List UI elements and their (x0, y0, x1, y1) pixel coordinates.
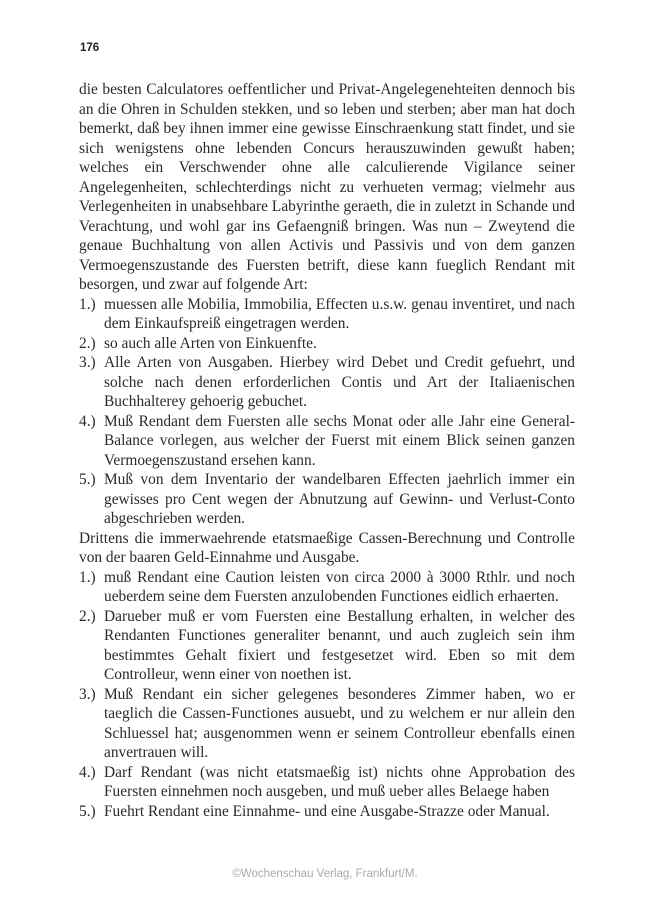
list-item (79, 295, 575, 334)
list-text: Darueber muß er vom Fuersten eine Bestallung erhalten, in welcher des Rendanten Functiones generaliter benannt, und auch zugleich sein ihm bestimmtes Gehalt fixiert und festgesetzet wird. Eben so mit dem Controlleur, wenn einer von noethen ist. (104, 607, 575, 683)
list-number: 5.) (79, 802, 96, 820)
list-item (79, 802, 575, 822)
list-text: Darf Rendant (was nicht etatsmaeßig ist) nichts ohne Approbation des Fuersten einnehmen noch ausgeben, und muß ueber alles Belaege haben (104, 763, 575, 800)
section-paragraph: Drittens die immerwaehrende etatsmaeßige Cassen-Berechnung und Controlle von der baaren Geld-Einnahme und Ausgabe. (79, 529, 575, 566)
list-number: 1.) (79, 295, 96, 313)
list-item (79, 470, 575, 529)
document-body (79, 80, 575, 821)
copyright-footer: ©Wochenschau Verlag, Frankfurt/M. (232, 868, 418, 880)
list-text: muß Rendant eine Caution leisten von circa 2000 à 3000 Rthlr. und noch ueberdem seine dem Fuersten anzulobenden Functiones eidlich erhaerten. (104, 568, 575, 605)
cash-list (79, 568, 575, 822)
list-text: Muß Rendant ein sicher gelegenes besonderes Zimmer haben, wo er taeglich die Cassen-Functiones ausuebt, und zu welchem er nur allein den Schluessel hat; ausgenommen wenn er seinem Controlleur ebenfalls einen anvertrauen will. (104, 685, 575, 761)
intro-paragraph: die besten Calculatores oeffentlicher und Privat-Angelegenehteiten dennoch bis an die Ohren in Schulden stekken, und so leben und sterben; aber man hat doch bemerkt, daß bey ihnen immer eine gewisse Einschraenkung statt findet, und sie sich wenigstens ohne lebenden Concurs herauszuwinden gewußt haben; welches ein Verschwender ohne alle calculierende Vigilance seiner Angelegenheiten, schlechterdings nicht zu verhueten vermag; vielmehr aus Verlegenheiten in unabsehbare Labyrinthe geraeth, die in zuletzt in Schande und Verachtung, und wohl gar ins Gefaengniß bringen. Was nun – Zweytend die genaue Buchhaltung von allen Activis und Passivis und von dem ganzen Vermoegenszustande des Fuersten betrift, diese kann fueglich Rendant mit besorgen, und zwar auf folgende Art: (79, 81, 575, 293)
list-text: Muß Rendant dem Fuersten alle sechs Monat oder alle Jahr eine General-Balance vorlegen, aus welcher der Fuerst mit einem Blick seinen ganzen Vermoegenszustand ersehen kann. (104, 412, 575, 469)
list-item (79, 412, 575, 471)
list-item (79, 568, 575, 607)
accounting-list (79, 295, 575, 529)
list-number: 2.) (79, 334, 96, 352)
list-text: so auch alle Arten von Einkuenfte. (104, 334, 317, 352)
list-number: 5.) (79, 471, 96, 488)
list-item (79, 763, 575, 802)
list-text: Fuehrt Rendant eine Einnahme- und eine Ausgabe-Strazze oder Manual. (104, 802, 550, 820)
list-number: 3.) (79, 354, 96, 371)
list-text: Muß von dem Inventario der wandelbaren Effecten jaehrlich immer ein gewisses pro Cent wegen der Abnutzung auf Gewinn- und Verlust-Conto abgeschrieben werden. (104, 471, 575, 527)
list-number: 1.) (79, 568, 96, 586)
list-number: 4.) (79, 412, 96, 430)
list-item (79, 353, 575, 412)
list-number: 2.) (79, 607, 96, 625)
page-number: 176 (80, 42, 100, 54)
list-number: 4.) (79, 763, 96, 781)
list-item (79, 334, 575, 354)
list-text: muessen alle Mobilia, Immobilia, Effecten u.s.w. genau inventiret, und nach dem Einkaufspreiß eingetragen werden. (104, 295, 575, 332)
list-number: 3.) (79, 685, 96, 703)
list-text: Alle Arten von Ausgaben. Hierbey wird Debet und Credit gefuehrt, und solche nach denen erforderlichen Contis und Art der Italiaenischen Buchhalterey gehoerig gebuchet. (104, 354, 575, 410)
list-item (79, 685, 575, 763)
list-item (79, 607, 575, 685)
